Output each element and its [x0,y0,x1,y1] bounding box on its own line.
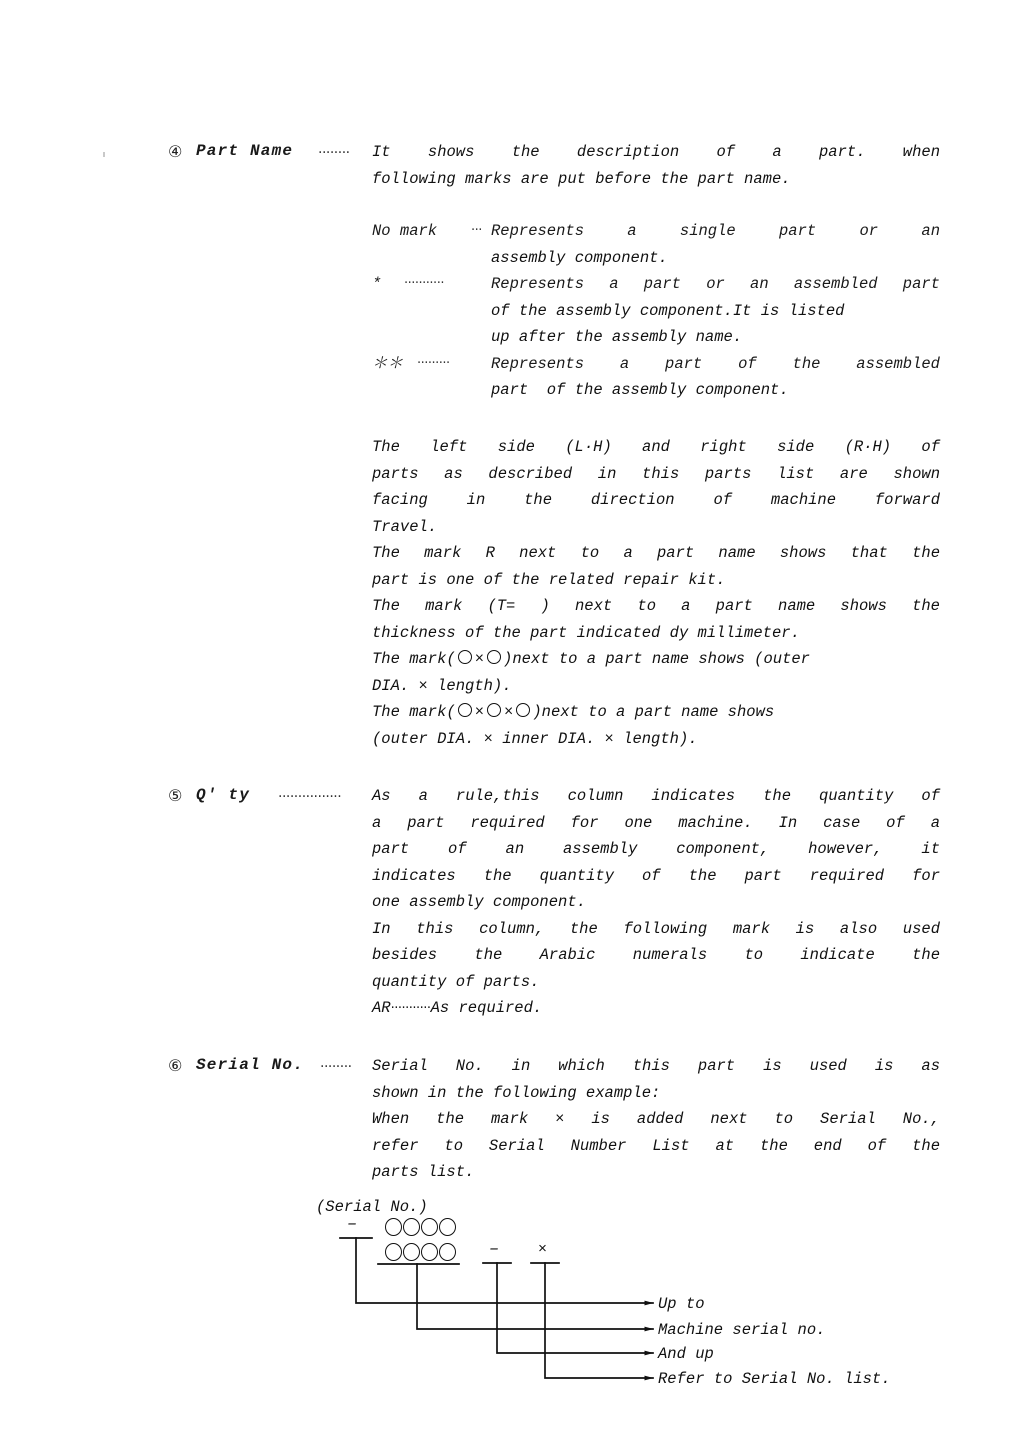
diagram-dash-lower: – [489,1240,500,1259]
mark-text-cont: assembly component. [491,248,668,267]
part-name-notes [372,434,940,752]
serial-digit-circle-icon [385,1218,402,1236]
diagram-caption: (Serial No.) [316,1198,428,1216]
diagram-dash-upper: – [347,1215,358,1234]
part-name-intro [372,139,940,192]
mark-text-cont: part of the assembly component. [491,381,789,399]
qty-line: a part required for one machine. In case of a [372,813,940,832]
section-leader-dots-6: ········ [320,1059,352,1075]
inner-dia-circle-icon [487,703,501,717]
note-line: The mark (T= ) next to a part name shows the [372,597,940,615]
multiply-icon: × [504,703,514,721]
mark-token: * [372,275,382,293]
serial-line: parts list. [372,1163,475,1181]
serial-digit-circle-icon [421,1243,438,1261]
qty-line: part of an assembly component, however, it [372,840,940,858]
mark-text: Represents a part of the assembled [491,354,940,373]
section-number-4: ④ [168,142,183,161]
callout-label-up-to: Up to [658,1295,705,1313]
note-line: parts as described in this parts list are shown [372,464,940,483]
callout-label-and-up: And up [658,1345,714,1363]
note-line: Travel. [372,517,438,536]
mark-row-asterisk [372,271,940,298]
section-title-qty: Q' ty [196,786,251,804]
intro-line: following marks are put before the part name. [372,169,791,188]
circle-note-suffix: )next to a part name shows (outer [503,650,810,668]
section-number-6: ⑥ [168,1056,183,1075]
qty-line: As a rule,this column indicates the quantity of [372,787,940,805]
note-line: facing in the direction of machine forward [372,491,940,509]
qty-line: besides the Arabic numerals to indicate the [372,946,940,964]
section-number-5: ⑤ [168,786,183,805]
callout-label-machine-serial-no: Machine serial no. [658,1321,826,1339]
serial-digit-circle-icon [421,1218,438,1236]
abbrev-leader-dots: ··········· [390,1001,431,1016]
qty-line: quantity of parts. [372,972,540,991]
mark-token: ＊＊ [372,354,404,373]
mark-token: No mark [372,222,438,240]
note-line: part is one of the related repair kit. [372,570,726,589]
mark-leader-dots: ··· [471,223,482,238]
outer-dia-circle-icon [458,703,472,717]
serial-line: Serial No. in which this part is used is as [372,1057,940,1075]
section-title-part-name: Part Name [196,142,294,160]
mark-definitions [372,218,940,404]
qty-body [372,783,940,1022]
serial-digit-circle-icon [403,1243,420,1261]
qty-line: one assembly component. [372,893,586,911]
multiply-icon: × [474,650,485,668]
diagram-cross-mark: × [538,1241,548,1258]
circle-note-tail: DIA. × length). [372,676,512,695]
intro-line: It shows the description of a part. when [372,143,940,161]
serial-line: When the mark × is added next to Serial No., [372,1110,940,1128]
note-line: The left side (L·H) and right side (R·H) of [372,438,940,456]
callout-label-refer-to-serial-no-list: Refer to Serial No. list. [658,1370,891,1388]
mark-leader-dots: ········· [417,355,450,371]
serial-digit-circle-icon [439,1218,456,1236]
mark-text-cont: up after the assembly name. [491,328,743,346]
note-line: thickness of the part indicated dy millimeter. [372,623,800,642]
outer-dia-circle-icon [458,650,472,664]
serial-digit-circle-icon [385,1243,402,1261]
mark-row-double-asterisk [372,351,940,378]
circle-note-suffix: )next to a part name shows [532,703,775,721]
serial-no-body [372,1053,940,1186]
circle-note-prefix: The mark( [372,650,456,668]
length-circle-icon [487,650,501,664]
abbrev-term: AR [372,999,391,1017]
mark-text-cont: of the assembly component.It is listed [491,301,845,320]
serial-digit-circle-icon [403,1218,420,1236]
abbrev-definition: As required. [430,999,543,1017]
note-line: The mark R next to a part name shows that the [372,544,940,562]
section-leader-dots-5: ················ [278,789,342,805]
length-circle-icon [516,703,530,717]
mark-row-no-mark [372,218,940,245]
circle-note-line [372,699,940,726]
qty-line: indicates the quantity of the part required for [372,866,940,885]
mark-text: Represents a single part or an [491,222,940,240]
section-leader-dots-4: ········ [318,145,350,161]
circle-note-tail: (outer DIA. × inner DIA. × length). [372,729,698,748]
abbrev-row [372,995,940,1022]
circle-note-prefix: The mark( [372,703,456,721]
serial-digit-circle-icon [439,1243,456,1261]
mark-leader-dots: ··········· [404,276,444,291]
serial-line: refer to Serial Number List at the end of the [372,1136,940,1155]
qty-line: In this column, the following mark is also used [372,919,940,938]
mark-text: Represents a part or an assembled part [491,275,940,293]
section-title-serial-no: Serial No. [196,1056,305,1074]
scan-artifact-speck [103,152,105,157]
circle-note-line [372,646,940,673]
serial-line: shown in the following example: [372,1083,661,1102]
multiply-icon: × [474,703,485,721]
